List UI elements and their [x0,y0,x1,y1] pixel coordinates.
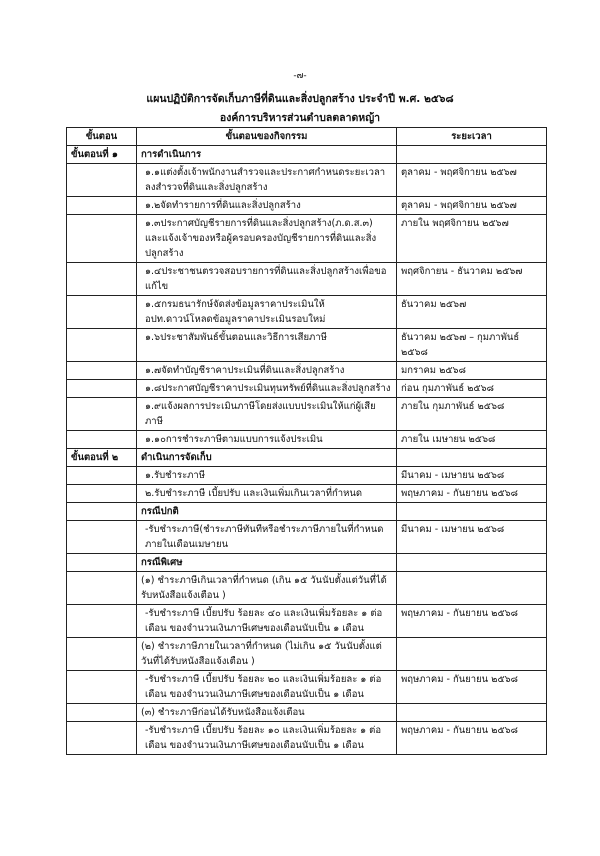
table-row [67,638,547,671]
table-row [67,572,547,605]
period-cell: ก่อน กุมภาพันธ์ ๒๕๖๘ [397,380,547,398]
empty-cell [67,164,137,197]
activity-cell: ๑.๑๐การชำระภาษีตามแบบการแจ้งประเมิน [137,431,397,449]
empty-cell [397,638,547,671]
activity-cell: -รับชำระภาษี(ชำระภาษีทันทีหรือชำระภาษีภายในที่กำหนดภายในเดือนเมษายน [137,521,397,554]
period-cell: มีนาคม - เมษายน ๒๕๖๘ [397,467,547,485]
empty-cell [67,215,137,263]
special-case-heading: (๓) ชำระภาษีก่อนได้รับหนังสือแจ้งเตือน [137,704,397,722]
empty-cell [67,380,137,398]
empty-cell [67,605,137,638]
table-row [67,263,547,296]
activity-cell: ๑.๒จัดทำรายการที่ดินและสิ่งปลูกสร้าง [137,197,397,215]
step2-section: ดำเนินการจัดเก็บ [137,449,397,467]
document-title: แผนปฏิบัติการจัดเก็บภาษีที่ดินและสิ่งปลูกสร้าง ประจำปี พ.ศ. ๒๕๖๘ [146,93,454,105]
empty-cell [67,521,137,554]
table-row [67,671,547,704]
empty-cell [67,554,137,572]
special-case-label: กรณีพิเศษ [137,554,397,572]
activity-cell: -รับชำระภาษี เบี้ยปรับ ร้อยละ ๑๐ และเงินเพิ่มร้อยละ ๑ ต่อเดือน ของจำนวนเงินภาษีเศษของเดือนนับเป็น ๑ เดือน [137,722,397,755]
page-number: -๗- [293,71,307,81]
period-cell: ธันวาคม ๒๕๖๗ – กุมภาพันธ์ ๒๕๖๘ [397,329,547,362]
normal-case-label: กรณีปกติ [137,503,397,521]
period-cell: พฤษภาคม - กันยายน ๒๕๖๘ [397,722,547,755]
table-row [67,164,547,197]
activity-cell: ๑.๕กรมธนารักษ์จัดส่งข้อมูลราคาประเมินให้ อปท.ดาวน์โหลดข้อมูลราคาประเมินรอบใหม่ [137,296,397,329]
empty-cell [67,722,137,755]
empty-cell [67,296,137,329]
table-row [67,554,547,572]
empty-cell [67,638,137,671]
empty-cell [397,554,547,572]
period-cell: พฤษภาคม - กันยายน ๒๕๖๘ [397,671,547,704]
empty-cell [67,485,137,503]
table-row [67,722,547,755]
empty-cell [67,329,137,362]
empty-cell [397,503,547,521]
activity-cell: -รับชำระภาษี เบี้ยปรับ ร้อยละ ๒๐ และเงินเพิ่มร้อยละ ๑ ต่อเดือน ของจำนวนเงินภาษีเศษของเดือนนับเป็น ๑ เดือน [137,671,397,704]
activity-cell: ๑.๖ประชาสัมพันธ์ขั้นตอนและวิธีการเสียภาษี [137,329,397,362]
table-row [67,704,547,722]
table-row [67,605,547,638]
table-row [67,146,547,164]
empty-cell [397,704,547,722]
table-header-row [67,128,547,146]
empty-cell [397,146,547,164]
empty-cell [67,671,137,704]
step2-label: ขั้นตอนที่ ๒ [67,449,137,467]
activity-cell: ๑.๗จัดทำบัญชีราคาประเมินที่ดินและสิ่งปลูกสร้าง [137,362,397,380]
period-cell: พฤษภาคม - กันยายน ๒๕๖๘ [397,605,547,638]
period-cell: ภายใน กุมภาพันธ์ ๒๕๖๘ [397,398,547,431]
empty-cell [67,362,137,380]
activity-cell: -รับชำระภาษี เบี้ยปรับ ร้อยละ ๔๐ และเงินเพิ่มร้อยละ ๑ ต่อเดือน ของจำนวนเงินภาษีเศษของเดือนนับเป็น ๑ เดือน [137,605,397,638]
period-cell: มกราคม ๒๕๖๘ [397,362,547,380]
table-row [67,521,547,554]
empty-cell [67,431,137,449]
activity-cell: ๑.๘ประกาศบัญชีราคาประเมินทุนทรัพย์ที่ดินและสิ่งปลูกสร้าง [137,380,397,398]
table-row [67,380,547,398]
period-cell: ธันวาคม ๒๕๖๗ [397,296,547,329]
step1-section: การดำเนินการ [137,146,397,164]
activity-cell: ๑.รับชำระภาษี [137,467,397,485]
header-step: ขั้นตอน [67,128,137,146]
empty-cell [67,503,137,521]
table-row [67,485,547,503]
period-cell: พฤศจิกายน - ธันวาคม ๒๕๖๗ [397,263,547,296]
table-row [67,296,547,329]
table-row [67,467,547,485]
table-row [67,329,547,362]
empty-cell [397,449,547,467]
empty-cell [67,197,137,215]
empty-cell [67,704,137,722]
period-cell: มีนาคม - เมษายน ๒๕๖๘ [397,521,547,554]
table-row [67,398,547,431]
period-cell: ตุลาคม - พฤศจิกายน ๒๕๖๗ [397,164,547,197]
empty-cell [67,572,137,605]
activity-cell: ๑.๓ประกาศบัญชีรายการที่ดินและสิ่งปลูกสร้าง(ภ.ด.ส.๓) และแจ้งเจ้าของหรือผู้ครอบครองบัญชีรายการที่ดินและสิ่งปลูกสร้าง [137,215,397,263]
empty-cell [67,398,137,431]
special-case-heading: (๑) ชำระภาษีเกินเวลาที่กำหนด (เกิน ๑๕ วันนับตั้งแต่วันที่ได้รับหนังสือแจ้งเตือน ) [137,572,397,605]
period-cell: พฤษภาคม - กันยายน ๒๕๖๘ [397,485,547,503]
table-row [67,503,547,521]
activity-cell: ๒.รับชำระภาษี เบี้ยปรับ และเงินเพิ่มเกินเวลาที่กำหนด [137,485,397,503]
special-case-heading: (๒) ชำระภาษีภายในเวลาที่กำหนด (ไม่เกิน ๑๕ วันนับตั้งแต่วันที่ได้รับหนังสือแจ้งเตือน ) [137,638,397,671]
header-activity: ขั้นตอนของกิจกรรม [137,128,397,146]
header-period: ระยะเวลา [397,128,547,146]
empty-cell [67,467,137,485]
activity-cell: ๑.๙แจ้งผลการประเมินภาษีโดยส่งแบบประเมินให้แก่ผู้เสียภาษี [137,398,397,431]
organization-name: องค์การบริหารส่วนตำบลตลาดหญ้า [219,112,381,124]
empty-cell [67,263,137,296]
table-row [67,449,547,467]
step1-label: ขั้นตอนที่ ๑ [67,146,137,164]
table-row [67,197,547,215]
period-cell: ภายใน พฤศจิกายน ๒๕๖๗ [397,215,547,263]
period-cell: ตุลาคม - พฤศจิกายน ๒๕๖๗ [397,197,547,215]
table-row [67,362,547,380]
table-row [67,215,547,263]
plan-table [66,127,547,755]
empty-cell [397,572,547,605]
activity-cell: ๑.๔ประชาชนตรวจสอบรายการที่ดินและสิ่งปลูกสร้างเพื่อขอแก้ไข [137,263,397,296]
activity-cell: ๑.๑แต่งตั้งเจ้าพนักงานสำรวจและประกาศกำหนดระยะเวลาลงสำรวจที่ดินและสิ่งปลูกสร้าง [137,164,397,197]
period-cell: ภายใน เมษายน ๒๕๖๘ [397,431,547,449]
table-row [67,431,547,449]
